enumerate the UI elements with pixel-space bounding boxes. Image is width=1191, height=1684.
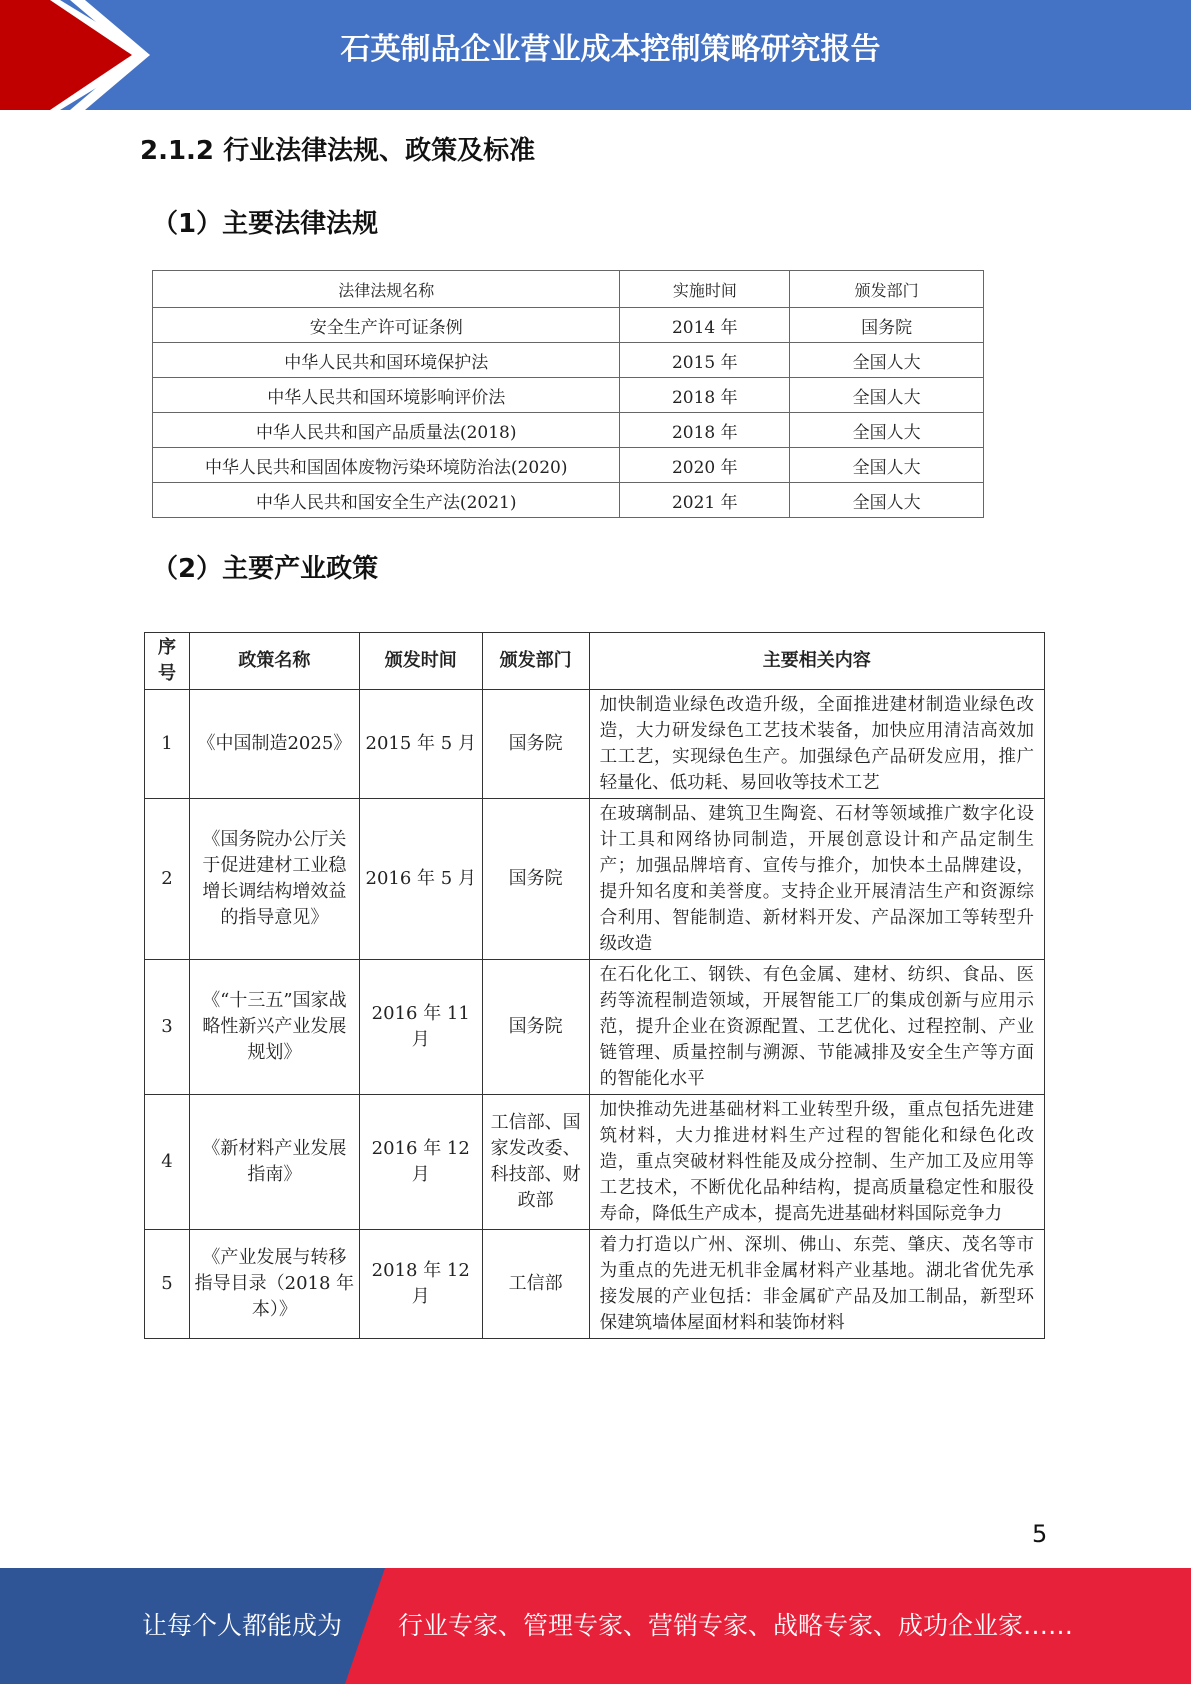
- column-header: 颁发部门: [790, 271, 984, 308]
- policy-date: 2016 年 5 月: [359, 799, 482, 960]
- policy-date: 2016 年 11 月: [359, 960, 482, 1095]
- table-row: [153, 448, 984, 483]
- law-authority: 全国人大: [790, 448, 984, 483]
- law-authority: 全国人大: [790, 343, 984, 378]
- law-date: 2021 年: [620, 483, 790, 518]
- policy-content: 着力打造以广州、深圳、佛山、东莞、肇庆、茂名等市为重点的先进无机非金属材料产业基地。湖北省优先承接发展的产业包括：非金属矿产品及加工制品，新型环保建筑墙体屋面材料和装饰材料: [589, 1230, 1044, 1339]
- policy-content: 加快推动先进基础材料工业转型升级，重点包括先进建筑材料，大力推进材料生产过程的智能化和绿色化改造，重点突破材料性能及成分控制、生产加工及应用等工艺技术，不断优化品种结构，提高质量稳定性和服役寿命，降低生产成本，提高先进基础材料国际竞争力: [589, 1095, 1044, 1230]
- law-name: 安全生产许可证条例: [153, 308, 620, 343]
- policy-number: 3: [145, 960, 190, 1095]
- policy-date: 2015 年 5 月: [359, 690, 482, 799]
- table-row: [145, 960, 1045, 1095]
- policy-date: 2016 年 12 月: [359, 1095, 482, 1230]
- policy-number: 1: [145, 690, 190, 799]
- policy-authority: 国务院: [482, 690, 589, 799]
- page-footer: [0, 1568, 1191, 1684]
- table-row: [145, 1095, 1045, 1230]
- table-row: [153, 343, 984, 378]
- law-authority: 全国人大: [790, 483, 984, 518]
- policy-number: 5: [145, 1230, 190, 1339]
- table-row: [145, 799, 1045, 960]
- policy-number: 2: [145, 799, 190, 960]
- policy-content: 在玻璃制品、建筑卫生陶瓷、石材等领域推广数字化设计工具和网络协同制造，开展创意设计和产品定制生产；加强品牌培育、宣传与推介，加快本土品牌建设，提升知名度和美誉度。支持企业开展清洁生产和资源综合利用、智能制造、新材料开发、产品深加工等转型升级改造: [589, 799, 1044, 960]
- footer-slogan-right: 行业专家、管理专家、营销专家、战略专家、成功企业家……: [398, 1611, 1074, 1640]
- law-date: 2014 年: [620, 308, 790, 343]
- table-row: [153, 413, 984, 448]
- policy-name: 《新材料产业发展指南》: [189, 1095, 359, 1230]
- column-header: 颁发时间: [359, 633, 482, 690]
- laws-table: [152, 270, 984, 518]
- law-date: 2020 年: [620, 448, 790, 483]
- policy-table: [144, 632, 1045, 1339]
- section-heading: 2.1.2 行业法律法规、政策及标准: [140, 136, 536, 166]
- policy-content: 加快制造业绿色改造升级，全面推进建材制造业绿色改造，大力研发绿色工艺技术装备，加快应用清洁高效加工工艺，实现绿色生产。加强绿色产品研发应用，推广轻量化、低功耗、易回收等技术工艺: [589, 690, 1044, 799]
- page-header: [0, 0, 1191, 110]
- page-number: 5: [1032, 1520, 1048, 1548]
- column-header: 序号: [145, 633, 190, 690]
- column-header: 法律法规名称: [153, 271, 620, 308]
- policies-heading: （2）主要产业政策: [152, 554, 379, 584]
- law-name: 中华人民共和国固体废物污染环境防治法(2020): [153, 448, 620, 483]
- law-date: 2018 年: [620, 413, 790, 448]
- policy-table-container: [144, 632, 1046, 1333]
- policy-authority: 国务院: [482, 799, 589, 960]
- table-header-row: [145, 633, 1045, 690]
- law-authority: 全国人大: [790, 413, 984, 448]
- table-row: [153, 378, 984, 413]
- policy-content: 在石化化工、钢铁、有色金属、建材、纺织、食品、医药等流程制造领域，开展智能工厂的集成创新与应用示范，提升企业在资源配置、工艺优化、过程控制、产业链管理、质量控制与溯源、节能减排及安全生产等方面的智能化水平: [589, 960, 1044, 1095]
- policy-date: 2018 年 12 月: [359, 1230, 482, 1339]
- column-header: 颁发部门: [482, 633, 589, 690]
- table-row: [153, 308, 984, 343]
- policy-number: 4: [145, 1095, 190, 1230]
- law-name: 中华人民共和国环境保护法: [153, 343, 620, 378]
- column-header: 政策名称: [189, 633, 359, 690]
- table-row: [145, 690, 1045, 799]
- policy-name: 《中国制造2025》: [189, 690, 359, 799]
- law-authority: 全国人大: [790, 378, 984, 413]
- report-title: 石英制品企业营业成本控制策略研究报告: [340, 32, 881, 67]
- table-row: [153, 483, 984, 518]
- law-name: 中华人民共和国产品质量法(2018): [153, 413, 620, 448]
- law-date: 2018 年: [620, 378, 790, 413]
- column-header: 主要相关内容: [589, 633, 1044, 690]
- policy-name: 《国务院办公厅关于促进建材工业稳增长调结构增效益的指导意见》: [189, 799, 359, 960]
- policy-name: 《“十三五”国家战略性新兴产业发展规划》: [189, 960, 359, 1095]
- policy-authority: 工信部: [482, 1230, 589, 1339]
- policy-name: 《产业发展与转移指导目录（2018 年本）》: [189, 1230, 359, 1339]
- policy-authority: 国务院: [482, 960, 589, 1095]
- law-authority: 国务院: [790, 308, 984, 343]
- footer-slogan-left: 让每个人都能成为: [142, 1611, 343, 1640]
- table-header-row: [153, 271, 984, 308]
- law-name: 中华人民共和国安全生产法(2021): [153, 483, 620, 518]
- law-date: 2015 年: [620, 343, 790, 378]
- column-header: 实施时间: [620, 271, 790, 308]
- laws-heading: （1）主要法律法规: [152, 209, 379, 239]
- law-name: 中华人民共和国环境影响评价法: [153, 378, 620, 413]
- table-row: [145, 1230, 1045, 1339]
- policy-authority: 工信部、国家发改委、科技部、财政部: [482, 1095, 589, 1230]
